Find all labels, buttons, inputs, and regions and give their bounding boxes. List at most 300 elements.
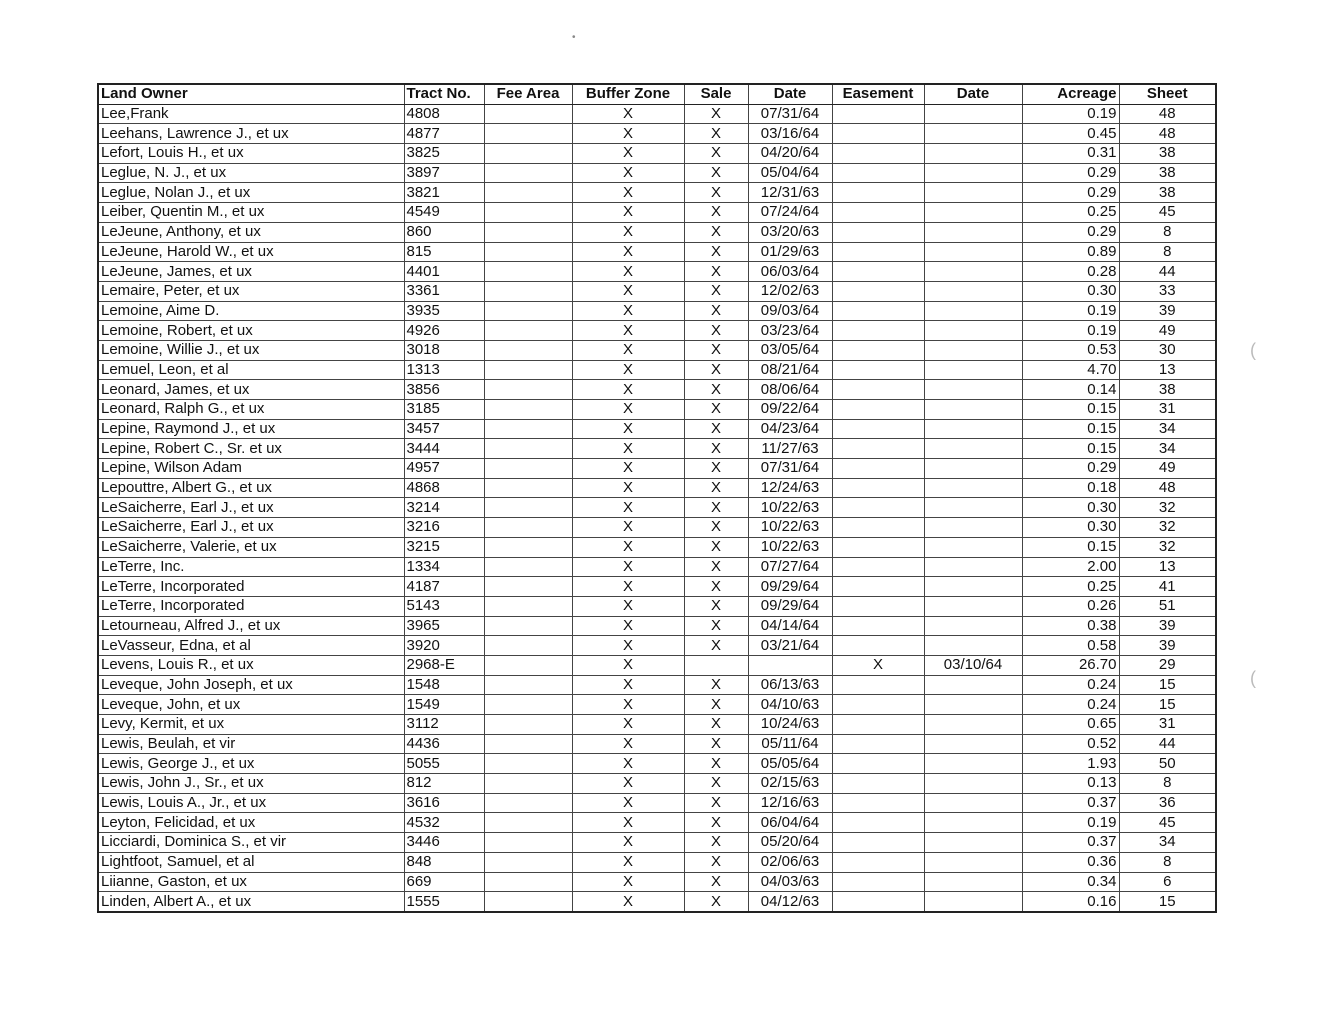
acreage-cell: 0.24	[1022, 675, 1119, 695]
sale-cell: X	[684, 163, 748, 183]
tract-no-cell: 3112	[404, 715, 484, 735]
buffer-zone-cell: X	[572, 557, 684, 577]
sale-date-cell: 06/13/63	[748, 675, 832, 695]
tract-no-cell: 3214	[404, 498, 484, 518]
easement-cell	[832, 675, 924, 695]
easement-cell	[832, 124, 924, 144]
easement-date-cell	[924, 301, 1022, 321]
easement-cell	[832, 754, 924, 774]
acreage-cell: 4.70	[1022, 360, 1119, 380]
tract-no-cell: 848	[404, 852, 484, 872]
sale-date-cell: 10/22/63	[748, 537, 832, 557]
sale-date-cell: 03/16/64	[748, 124, 832, 144]
buffer-zone-cell: X	[572, 518, 684, 538]
buffer-zone-cell: X	[572, 203, 684, 223]
sale-date-cell: 07/31/64	[748, 104, 832, 124]
fee-area-cell	[484, 144, 572, 164]
buffer-zone-cell: X	[572, 892, 684, 912]
table-row	[98, 360, 1216, 380]
easement-date-cell	[924, 222, 1022, 242]
fee-area-cell	[484, 203, 572, 223]
fee-area-cell	[484, 459, 572, 479]
acreage-cell: 0.52	[1022, 734, 1119, 754]
table-row	[98, 203, 1216, 223]
tract-no-cell: 3444	[404, 439, 484, 459]
sheet-cell: 44	[1119, 262, 1216, 282]
sheet-cell: 8	[1119, 852, 1216, 872]
sale-cell: X	[684, 892, 748, 912]
buffer-zone-cell: X	[572, 478, 684, 498]
fee-area-cell	[484, 596, 572, 616]
header-tract-no: Tract No.	[404, 84, 484, 104]
table-row	[98, 104, 1216, 124]
land-owner-cell: Leveque, John, et ux	[98, 695, 404, 715]
buffer-zone-cell: X	[572, 439, 684, 459]
sale-cell: X	[684, 734, 748, 754]
easement-date-cell	[924, 439, 1022, 459]
table-row	[98, 695, 1216, 715]
tract-no-cell: 3616	[404, 793, 484, 813]
buffer-zone-cell: X	[572, 321, 684, 341]
sale-date-cell: 07/24/64	[748, 203, 832, 223]
easement-cell	[832, 183, 924, 203]
easement-cell	[832, 715, 924, 735]
table-row	[98, 281, 1216, 301]
sheet-cell: 6	[1119, 872, 1216, 892]
sale-cell: X	[684, 872, 748, 892]
tract-no-cell: 4868	[404, 478, 484, 498]
sheet-cell: 33	[1119, 281, 1216, 301]
easement-date-cell	[924, 124, 1022, 144]
easement-cell	[832, 852, 924, 872]
sheet-cell: 39	[1119, 636, 1216, 656]
buffer-zone-cell: X	[572, 498, 684, 518]
sheet-cell: 15	[1119, 695, 1216, 715]
sale-date-cell: 03/23/64	[748, 321, 832, 341]
sheet-cell: 39	[1119, 301, 1216, 321]
tract-no-cell: 1313	[404, 360, 484, 380]
sale-cell: X	[684, 498, 748, 518]
sheet-cell: 31	[1119, 715, 1216, 735]
sale-date-cell: 04/20/64	[748, 144, 832, 164]
easement-cell	[832, 301, 924, 321]
land-owner-cell: Lepouttre, Albert G., et ux	[98, 478, 404, 498]
sheet-cell: 8	[1119, 242, 1216, 262]
table-row	[98, 439, 1216, 459]
easement-date-cell	[924, 321, 1022, 341]
buffer-zone-cell: X	[572, 124, 684, 144]
header-buffer-zone: Buffer Zone	[572, 84, 684, 104]
fee-area-cell	[484, 281, 572, 301]
easement-date-cell	[924, 537, 1022, 557]
sale-cell: X	[684, 340, 748, 360]
acreage-cell: 0.26	[1022, 596, 1119, 616]
sale-cell: X	[684, 636, 748, 656]
land-owner-cell: LeTerre, Inc.	[98, 557, 404, 577]
easement-date-cell	[924, 734, 1022, 754]
buffer-zone-cell: X	[572, 616, 684, 636]
header-easement-date: Date	[924, 84, 1022, 104]
sheet-cell: 15	[1119, 675, 1216, 695]
sale-cell: X	[684, 301, 748, 321]
sale-date-cell: 09/29/64	[748, 577, 832, 597]
land-owner-cell: Lepine, Wilson Adam	[98, 459, 404, 479]
header-sale: Sale	[684, 84, 748, 104]
table-row	[98, 400, 1216, 420]
buffer-zone-cell: X	[572, 577, 684, 597]
buffer-zone-cell: X	[572, 852, 684, 872]
fee-area-cell	[484, 892, 572, 912]
tract-no-cell: 4877	[404, 124, 484, 144]
sheet-cell: 13	[1119, 557, 1216, 577]
sheet-cell: 38	[1119, 163, 1216, 183]
easement-cell	[832, 360, 924, 380]
table-row	[98, 262, 1216, 282]
easement-cell	[832, 734, 924, 754]
tract-no-cell: 3215	[404, 537, 484, 557]
sale-date-cell: 05/11/64	[748, 734, 832, 754]
tract-no-cell: 860	[404, 222, 484, 242]
easement-date-cell	[924, 203, 1022, 223]
tract-no-cell: 4401	[404, 262, 484, 282]
land-owner-cell: Leyton, Felicidad, et ux	[98, 813, 404, 833]
table-row	[98, 222, 1216, 242]
easement-date-cell	[924, 754, 1022, 774]
sale-date-cell: 01/29/63	[748, 242, 832, 262]
tract-no-cell: 1555	[404, 892, 484, 912]
fee-area-cell	[484, 754, 572, 774]
land-owner-cell: Leonard, Ralph G., et ux	[98, 400, 404, 420]
buffer-zone-cell: X	[572, 537, 684, 557]
buffer-zone-cell: X	[572, 833, 684, 853]
easement-cell	[832, 557, 924, 577]
acreage-cell: 0.36	[1022, 852, 1119, 872]
fee-area-cell	[484, 695, 572, 715]
fee-area-cell	[484, 793, 572, 813]
tract-no-cell: 3821	[404, 183, 484, 203]
table-row	[98, 380, 1216, 400]
table-row	[98, 340, 1216, 360]
sale-cell: X	[684, 616, 748, 636]
fee-area-cell	[484, 163, 572, 183]
sheet-cell: 8	[1119, 222, 1216, 242]
buffer-zone-cell: X	[572, 301, 684, 321]
sale-cell	[684, 655, 748, 675]
sale-date-cell: 04/14/64	[748, 616, 832, 636]
table-row	[98, 596, 1216, 616]
tract-no-cell: 3446	[404, 833, 484, 853]
fee-area-cell	[484, 813, 572, 833]
sheet-cell: 38	[1119, 183, 1216, 203]
easement-date-cell	[924, 281, 1022, 301]
tract-no-cell: 4926	[404, 321, 484, 341]
sale-date-cell: 10/22/63	[748, 498, 832, 518]
easement-cell	[832, 793, 924, 813]
easement-date-cell	[924, 498, 1022, 518]
sheet-cell: 8	[1119, 774, 1216, 794]
sale-cell: X	[684, 203, 748, 223]
buffer-zone-cell: X	[572, 675, 684, 695]
buffer-zone-cell: X	[572, 281, 684, 301]
table-row	[98, 715, 1216, 735]
table-row	[98, 478, 1216, 498]
sale-date-cell: 02/15/63	[748, 774, 832, 794]
tract-no-cell: 3457	[404, 419, 484, 439]
sale-date-cell: 06/03/64	[748, 262, 832, 282]
fee-area-cell	[484, 715, 572, 735]
sale-date-cell: 12/31/63	[748, 183, 832, 203]
land-owner-cell: LeJeune, James, et ux	[98, 262, 404, 282]
table-row	[98, 183, 1216, 203]
easement-date-cell: 03/10/64	[924, 655, 1022, 675]
easement-cell	[832, 439, 924, 459]
buffer-zone-cell: X	[572, 400, 684, 420]
buffer-zone-cell: X	[572, 163, 684, 183]
easement-date-cell	[924, 163, 1022, 183]
table-row	[98, 144, 1216, 164]
tract-no-cell: 3965	[404, 616, 484, 636]
acreage-cell: 0.30	[1022, 498, 1119, 518]
land-owner-cell: Leglue, Nolan J., et ux	[98, 183, 404, 203]
easement-cell	[832, 774, 924, 794]
easement-date-cell	[924, 793, 1022, 813]
land-owner-cell: Lemoine, Robert, et ux	[98, 321, 404, 341]
acreage-cell: 0.15	[1022, 439, 1119, 459]
sale-cell: X	[684, 439, 748, 459]
buffer-zone-cell: X	[572, 419, 684, 439]
easement-date-cell	[924, 892, 1022, 912]
acreage-cell: 0.19	[1022, 104, 1119, 124]
buffer-zone-cell: X	[572, 695, 684, 715]
acreage-cell: 0.25	[1022, 203, 1119, 223]
easement-cell	[832, 144, 924, 164]
buffer-zone-cell: X	[572, 380, 684, 400]
tract-no-cell: 3185	[404, 400, 484, 420]
land-owner-cell: Lewis, Louis A., Jr., et ux	[98, 793, 404, 813]
land-owner-cell: Letourneau, Alfred J., et ux	[98, 616, 404, 636]
fee-area-cell	[484, 340, 572, 360]
fee-area-cell	[484, 557, 572, 577]
land-owner-cell: LeTerre, Incorporated	[98, 596, 404, 616]
easement-cell	[832, 813, 924, 833]
sale-date-cell: 04/23/64	[748, 419, 832, 439]
fee-area-cell	[484, 183, 572, 203]
acreage-cell: 0.28	[1022, 262, 1119, 282]
sheet-cell: 32	[1119, 518, 1216, 538]
sheet-cell: 41	[1119, 577, 1216, 597]
sheet-cell: 39	[1119, 616, 1216, 636]
table-row	[98, 242, 1216, 262]
fee-area-cell	[484, 242, 572, 262]
sale-cell: X	[684, 478, 748, 498]
sale-cell: X	[684, 262, 748, 282]
sale-cell: X	[684, 360, 748, 380]
acreage-cell: 0.15	[1022, 419, 1119, 439]
sheet-cell: 31	[1119, 400, 1216, 420]
sale-date-cell: 12/16/63	[748, 793, 832, 813]
sheet-cell: 45	[1119, 203, 1216, 223]
sheet-cell: 34	[1119, 833, 1216, 853]
easement-date-cell	[924, 557, 1022, 577]
easement-cell	[832, 892, 924, 912]
table-row	[98, 577, 1216, 597]
easement-cell	[832, 636, 924, 656]
acreage-cell: 0.29	[1022, 222, 1119, 242]
easement-cell	[832, 478, 924, 498]
easement-date-cell	[924, 459, 1022, 479]
easement-cell	[832, 321, 924, 341]
fee-area-cell	[484, 537, 572, 557]
tract-no-cell: 4436	[404, 734, 484, 754]
table-row	[98, 655, 1216, 675]
tract-no-cell: 3018	[404, 340, 484, 360]
table-row	[98, 754, 1216, 774]
sheet-cell: 49	[1119, 321, 1216, 341]
header-row	[98, 84, 1216, 104]
easement-date-cell	[924, 419, 1022, 439]
table-row	[98, 163, 1216, 183]
tract-no-cell: 3216	[404, 518, 484, 538]
sheet-cell: 30	[1119, 340, 1216, 360]
header-land-owner: Land Owner	[98, 84, 404, 104]
fee-area-cell	[484, 124, 572, 144]
table-row	[98, 833, 1216, 853]
header-sheet: Sheet	[1119, 84, 1216, 104]
sale-cell: X	[684, 793, 748, 813]
table-body	[98, 104, 1216, 912]
land-owner-cell: Liianne, Gaston, et ux	[98, 872, 404, 892]
fee-area-cell	[484, 104, 572, 124]
land-owner-cell: LeJeune, Anthony, et ux	[98, 222, 404, 242]
acreage-cell: 0.19	[1022, 321, 1119, 341]
tract-no-cell: 3897	[404, 163, 484, 183]
sale-cell: X	[684, 459, 748, 479]
land-owner-cell: Linden, Albert A., et ux	[98, 892, 404, 912]
table-row	[98, 636, 1216, 656]
land-owner-cell: LeSaicherre, Earl J., et ux	[98, 518, 404, 538]
acreage-cell: 0.19	[1022, 301, 1119, 321]
acreage-cell: 0.15	[1022, 537, 1119, 557]
acreage-cell: 0.19	[1022, 813, 1119, 833]
fee-area-cell	[484, 675, 572, 695]
sheet-cell: 32	[1119, 498, 1216, 518]
acreage-cell: 0.29	[1022, 183, 1119, 203]
acreage-cell: 0.24	[1022, 695, 1119, 715]
sale-cell: X	[684, 596, 748, 616]
sale-cell: X	[684, 144, 748, 164]
fee-area-cell	[484, 222, 572, 242]
table-row	[98, 498, 1216, 518]
fee-area-cell	[484, 301, 572, 321]
sheet-cell: 48	[1119, 478, 1216, 498]
easement-date-cell	[924, 675, 1022, 695]
sale-date-cell: 12/02/63	[748, 281, 832, 301]
easement-date-cell	[924, 715, 1022, 735]
buffer-zone-cell: X	[572, 459, 684, 479]
fee-area-cell	[484, 734, 572, 754]
tract-no-cell: 1548	[404, 675, 484, 695]
tract-no-cell: 815	[404, 242, 484, 262]
sale-cell: X	[684, 833, 748, 853]
easement-date-cell	[924, 242, 1022, 262]
buffer-zone-cell: X	[572, 144, 684, 164]
sale-date-cell: 12/24/63	[748, 478, 832, 498]
land-owner-cell: Levens, Louis R., et ux	[98, 655, 404, 675]
fee-area-cell	[484, 439, 572, 459]
land-owner-cell: Leonard, James, et ux	[98, 380, 404, 400]
table-row	[98, 518, 1216, 538]
easement-cell	[832, 242, 924, 262]
acreage-cell: 0.25	[1022, 577, 1119, 597]
tract-no-cell: 669	[404, 872, 484, 892]
sheet-cell: 44	[1119, 734, 1216, 754]
tract-no-cell: 4549	[404, 203, 484, 223]
land-owner-cell: Lewis, George J., et ux	[98, 754, 404, 774]
fee-area-cell	[484, 577, 572, 597]
easement-cell	[832, 203, 924, 223]
easement-cell	[832, 616, 924, 636]
land-owner-cell: LeTerre, Incorporated	[98, 577, 404, 597]
punch-hole-mark: (	[1250, 668, 1256, 688]
fee-area-cell	[484, 321, 572, 341]
sale-cell: X	[684, 124, 748, 144]
fee-area-cell	[484, 852, 572, 872]
easement-date-cell	[924, 596, 1022, 616]
sale-date-cell: 07/31/64	[748, 459, 832, 479]
header-fee-area: Fee Area	[484, 84, 572, 104]
header-easement: Easement	[832, 84, 924, 104]
punch-hole-mark: (	[1250, 340, 1256, 360]
sale-cell: X	[684, 695, 748, 715]
acreage-cell: 0.53	[1022, 340, 1119, 360]
buffer-zone-cell: X	[572, 104, 684, 124]
land-owner-cell: Lemuel, Leon, et al	[98, 360, 404, 380]
easement-cell	[832, 262, 924, 282]
buffer-zone-cell: X	[572, 655, 684, 675]
sheet-cell: 15	[1119, 892, 1216, 912]
acreage-cell: 0.37	[1022, 833, 1119, 853]
acreage-cell: 0.29	[1022, 459, 1119, 479]
sale-cell: X	[684, 774, 748, 794]
buffer-zone-cell: X	[572, 754, 684, 774]
land-owner-cell: Lemoine, Aime D.	[98, 301, 404, 321]
sheet-cell: 48	[1119, 124, 1216, 144]
buffer-zone-cell: X	[572, 183, 684, 203]
sale-date-cell: 03/21/64	[748, 636, 832, 656]
sale-date-cell: 10/24/63	[748, 715, 832, 735]
sale-cell: X	[684, 754, 748, 774]
fee-area-cell	[484, 419, 572, 439]
table-row	[98, 675, 1216, 695]
sale-date-cell: 03/20/63	[748, 222, 832, 242]
easement-cell	[832, 577, 924, 597]
acreage-cell: 0.29	[1022, 163, 1119, 183]
tract-no-cell: 5055	[404, 754, 484, 774]
land-owner-cell: Lepine, Raymond J., et ux	[98, 419, 404, 439]
sale-cell: X	[684, 222, 748, 242]
tract-no-cell: 4187	[404, 577, 484, 597]
easement-date-cell	[924, 183, 1022, 203]
tract-no-cell: 3361	[404, 281, 484, 301]
sale-date-cell: 05/20/64	[748, 833, 832, 853]
buffer-zone-cell: X	[572, 340, 684, 360]
sale-cell: X	[684, 813, 748, 833]
easement-date-cell	[924, 262, 1022, 282]
acreage-cell: 0.18	[1022, 478, 1119, 498]
easement-cell: X	[832, 655, 924, 675]
sale-cell: X	[684, 537, 748, 557]
tract-no-cell: 1334	[404, 557, 484, 577]
